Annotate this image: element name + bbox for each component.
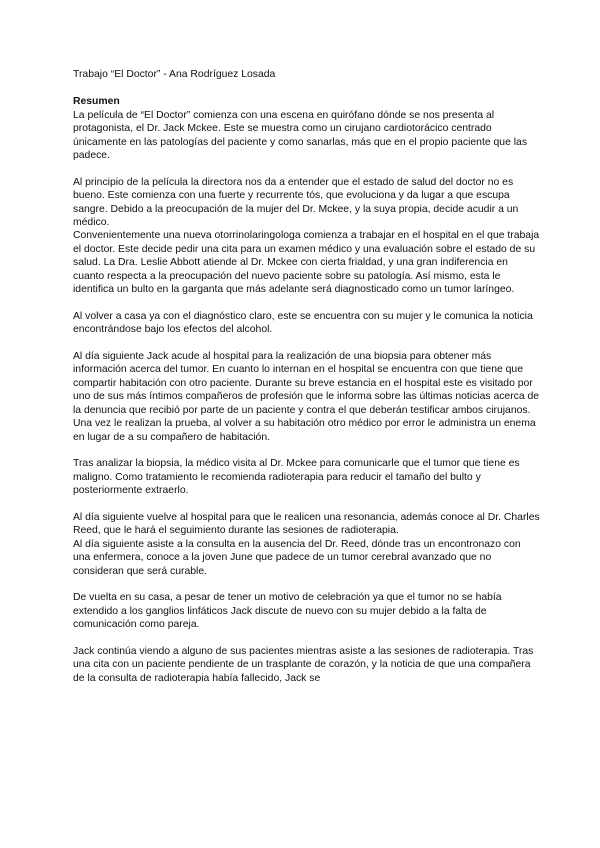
paragraph-health: Al principio de la película la directora nos da a entender que el estado de salud del doctor no es bueno. Este comienza con una fuerte y recurrente tós, que evoluciona y da lugar a que escupa sangre. Debido a la preocupación de la mujer del Dr. Mckee, y la suya propia, decide acudir a un médico. bbox=[73, 176, 519, 229]
paragraph-june: Al día siguiente asiste a la consulta en la ausencia del Dr. Reed, dónde tras un encontronazo con una enfermera, conoce a la joven June que padece de un tumor cerebral avanzado que no consideran que será curable. bbox=[73, 538, 521, 577]
paragraph-home: Al volver a casa ya con el diagnóstico claro, este se encuentra con su mujer y le comunica la noticia encontrándose bajo los efectos del alcohol. bbox=[73, 310, 533, 336]
paragraph-doctor-visit: Convenientemente una nueva otorrinolaringologa comienza a trabajar en el hospital en el que trabaja el doctor. Este decide pedir una cita para un examen médico y una evaluación sobre el estado de su salud. La Dra. Leslie Abbott atiende al Dr. Mckee con cierta frialdad, y una gran indiferencia en cuanto respecta a la preocupación del nuevo paciente sobre su patología. Así mismo, esta le identifica un bulto en la garganta que más adelante será diagnosticado como un tumor laríngeo. bbox=[73, 230, 540, 296]
paragraph-radiotherapy: Jack continúa viendo a alguno de sus pacientes mientras asiste a las sesiones de radioterapia. Tras una cita con un paciente pendiente de un trasplante de corazón, y la noticia de que una compañera de la consulta de radioterapia había fallecido, Jack se bbox=[73, 645, 534, 684]
paragraph-resonance: Al día siguiente vuelve al hospital para que le realicen una resonancia, además conoce al Dr. Charles Reed, que le hará el seguimiento durante las sesiones de radioterapia. bbox=[73, 511, 540, 537]
paragraph-enema: Una vez le realizan la prueba, al volver a su habitación otro médico por error le administra un enema en lugar de a su compañero de habitación. bbox=[73, 418, 536, 443]
section-heading: Resumen bbox=[73, 96, 120, 108]
document-title: Trabajo “El Doctor” - Ana Rodríguez Losada bbox=[73, 69, 276, 80]
paragraph-intro: La película de “El Doctor” comienza con una escena en quirófano dónde se nos presenta al protagonista, el Dr. Jack Mckee. Este se muestra como un cirujano cardiotorácico centrado únicamente en las patologías del paciente y como sanarlas, más que en el propio paciente que las padece. bbox=[73, 109, 528, 162]
paragraph-biopsy: Al día siguiente Jack acude al hospital para la realización de una biopsia para obtener más información acerca del tumor. En cuanto lo internan en el hospital se encuentra con que tiene que compartir habitación con otro paciente. Durante su breve estancia en el hospital este es visitado por uno de sus más íntimos compañeros de profesión que le informa sobre las últimas noticias acerca de la denuncia que recibió por parte de un paciente y contra el que deberán testificar ambos cirujanos. bbox=[73, 351, 540, 416]
paragraph-argument: De vuelta en su casa, a pesar de tener un motivo de celebración ya que el tumor no se había extendido a los ganglios linfáticos Jack discute de nuevo con su mujer debido a la falta de comunicación como pareja. bbox=[73, 592, 502, 631]
paragraph-diagnosis: Tras analizar la biopsia, la médico visita al Dr. Mckee para comunicarle que el tumor que tiene es maligno. Como tratamiento le recomienda radioterapia para reducir el tamaño del bulto y posteriormente extraerlo. bbox=[73, 458, 520, 497]
